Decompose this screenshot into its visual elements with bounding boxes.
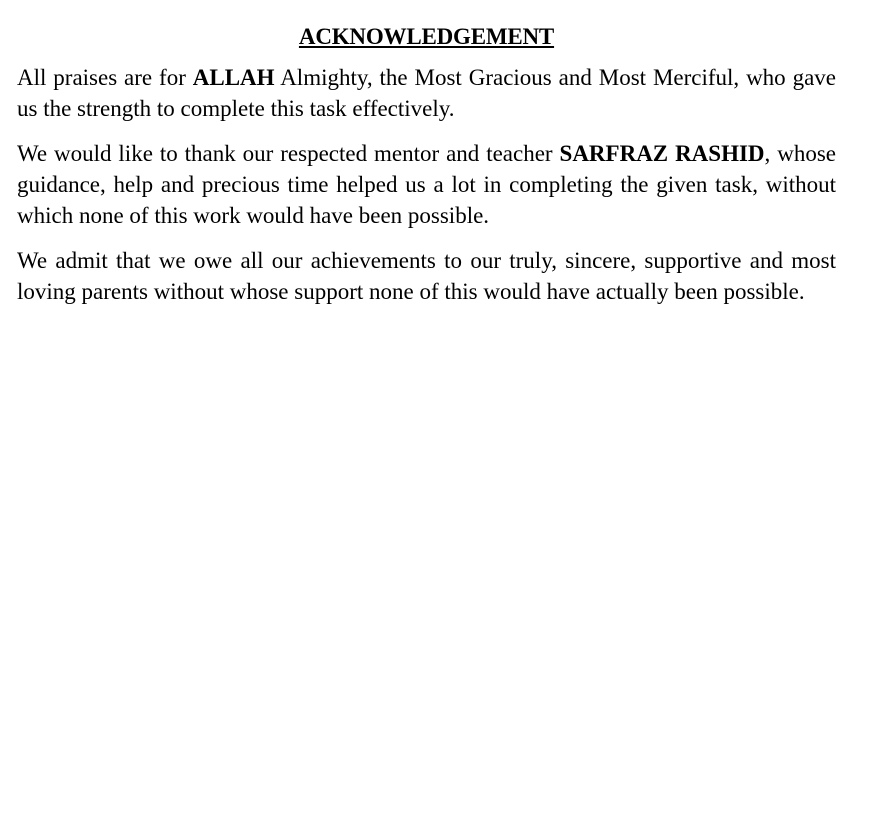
paragraph-praise-text-start: All praises are for bbox=[17, 65, 193, 90]
paragraph-mentor bbox=[17, 138, 836, 231]
paragraph-parents: We admit that we owe all our achievements to our truly, sincere, supportive and most loving parents without whose support none of this would have actually been possible. bbox=[17, 248, 836, 304]
paragraph-mentor-text-start: We would like to thank our respected mentor and teacher bbox=[17, 141, 560, 166]
paragraph-praise-text-end: Almighty, the Most Gracious and Most Merciful, who gave us the strength to complete this task effectively. bbox=[17, 65, 836, 121]
mentor-name: SARFRAZ RASHID bbox=[559, 141, 765, 166]
paragraph-praise bbox=[17, 62, 836, 124]
paragraph-praise-bold: ALLAH bbox=[192, 65, 275, 90]
document-page bbox=[17, 22, 836, 321]
paragraph-mentor-text-end: , whose guidance, help and precious time helped us a lot in completing the given task, without which none of this work would have been possible. bbox=[17, 141, 836, 228]
page-title: ACKNOWLEDGEMENT bbox=[298, 24, 555, 49]
